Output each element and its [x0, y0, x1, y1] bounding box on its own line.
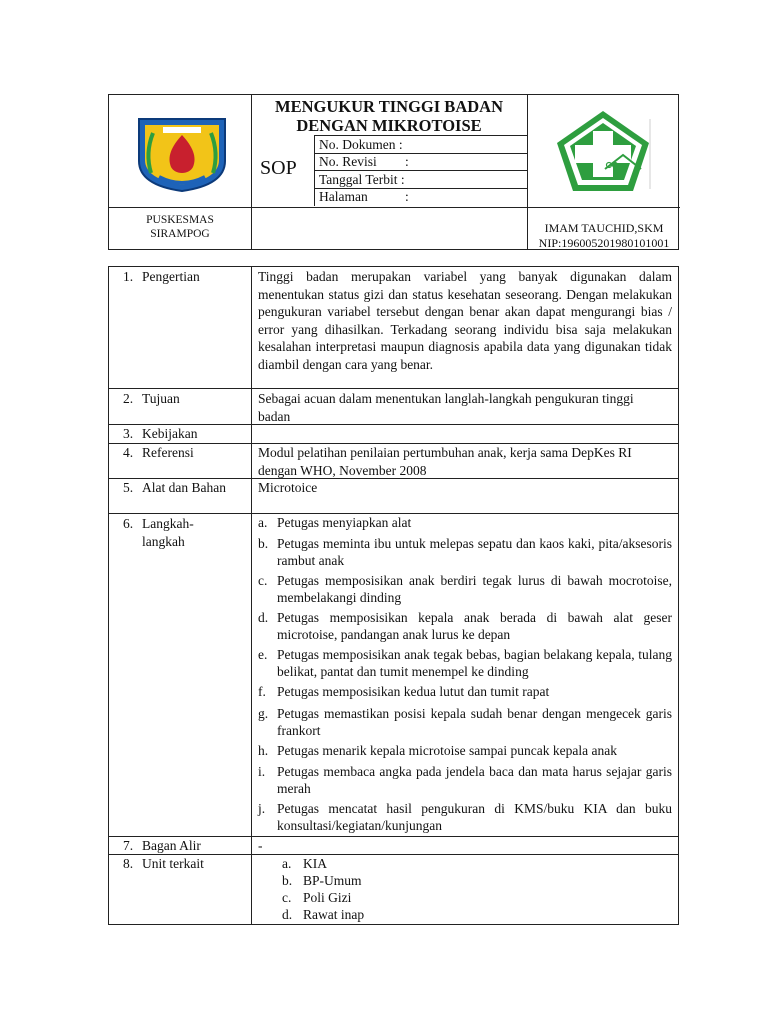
meta-halaman: Halaman :	[319, 189, 409, 204]
meta-no-dokumen: No. Dokumen :	[319, 137, 403, 152]
section-label-langkah: 6. Langkah- langkah	[123, 516, 194, 549]
sop-content-table	[108, 266, 679, 925]
meta-tanggal-terbit: Tanggal Terbit :	[319, 172, 405, 187]
sop-header-table	[108, 94, 679, 250]
section-label-kebijakan: 3. Kebijakan	[123, 426, 198, 441]
step-item: d. Petugas memposisikan kepala anak berada di bawah alat geser microtoise, pandangan anak lurus ke depan	[258, 610, 672, 642]
section-text-alat-bahan: Microtoice	[258, 480, 318, 495]
unit-item: d. Rawat inap	[282, 907, 365, 922]
step-item: b. Petugas meminta ibu untuk melepas sepatu dan kaos kaki, pita/aksesoris rambut anak	[258, 536, 672, 568]
signer-block	[529, 221, 679, 251]
regency-emblem-logo	[133, 113, 231, 193]
section-label-unit-terkait: 8. Unit terkait	[123, 856, 204, 871]
step-item: c. Petugas memposisikan anak berdiri tegak lurus di bawah mocrotoise, membelakangi dinding	[258, 573, 672, 605]
section-text-pengertian: Tinggi badan merupakan variabel yang banyak digunakan dalam menentukan status gizi dan status kesehatan seseorang. Dengan melakukan pengukuran variabel tersebut dengan benar akan dapat mengurangi bias / error yang dihasilkan. Terkadang seorang individu bisa saja melakukan kesalahan interpretasi maupun diagnosis apabila data yang digunakan tidak diambil dengan cara yang benar.	[258, 269, 672, 372]
unit-item: b. BP-Umum	[282, 873, 362, 888]
step-item: e. Petugas memposisikan anak tegak bebas, bagian belakang kepala, tulang belikat, pantat dan tumit menempel ke dinding	[258, 647, 672, 679]
organization-name: PUSKESMAS SIRAMPOG	[146, 214, 214, 240]
section-label-bagan-alir: 7. Bagan Alir	[123, 838, 201, 853]
unit-item: c. Poli Gizi	[282, 890, 352, 905]
section-label-referensi: 4. Referensi	[123, 445, 194, 460]
section-text-tujuan: Sebagai acuan dalam menentukan langlah-langkah pengukuran tinggi badan	[258, 391, 634, 424]
section-label-pengertian: 1. Pengertian	[123, 269, 200, 284]
step-item: f. Petugas memposisikan kedua lutut dan tumit rapat	[258, 684, 550, 699]
signer-name: IMAM TAUCHID,SKM	[544, 221, 664, 235]
puskesmas-logo	[553, 109, 653, 193]
step-item: a. Petugas menyiapkan alat	[258, 515, 412, 530]
step-item: j. Petugas mencatat hasil pengukuran di KMS/buku KIA dan buku konsultasi/kegiatan/kunjungan	[258, 801, 672, 833]
meta-label: No. Dokumen	[319, 137, 396, 152]
section-text-bagan-alir: -	[258, 838, 263, 853]
section-label-tujuan: 2. Tujuan	[123, 391, 180, 406]
meta-label: No. Revisi	[319, 154, 377, 169]
step-item: h. Petugas menarik kepala microtoise sampai puncak kepala anak	[258, 743, 617, 758]
sop-label: SOP	[260, 157, 297, 179]
meta-label: Tanggal Terbit	[319, 172, 398, 187]
unit-item: a. KIA	[282, 856, 327, 871]
meta-no-revisi: No. Revisi :	[319, 154, 409, 169]
document-title: MENGUKUR TINGGI BADAN DENGAN MIKROTOISE	[275, 97, 503, 135]
section-text-referensi: Modul pelatihan penilaian pertumbuhan anak, kerja sama DepKes RI dengan WHO, November 2008	[258, 445, 632, 478]
step-item: g. Petugas memastikan posisi kepala sudah benar dengan mengecek garis frankort	[258, 706, 672, 738]
section-label-alat-bahan: 5. Alat dan Bahan	[123, 480, 226, 495]
signer-nip: NIP:196005201980101001	[538, 236, 670, 250]
step-item: i. Petugas membaca angka pada jendela baca dan mata harus sejajar garis merah	[258, 764, 672, 796]
meta-label: Halaman	[319, 189, 368, 204]
